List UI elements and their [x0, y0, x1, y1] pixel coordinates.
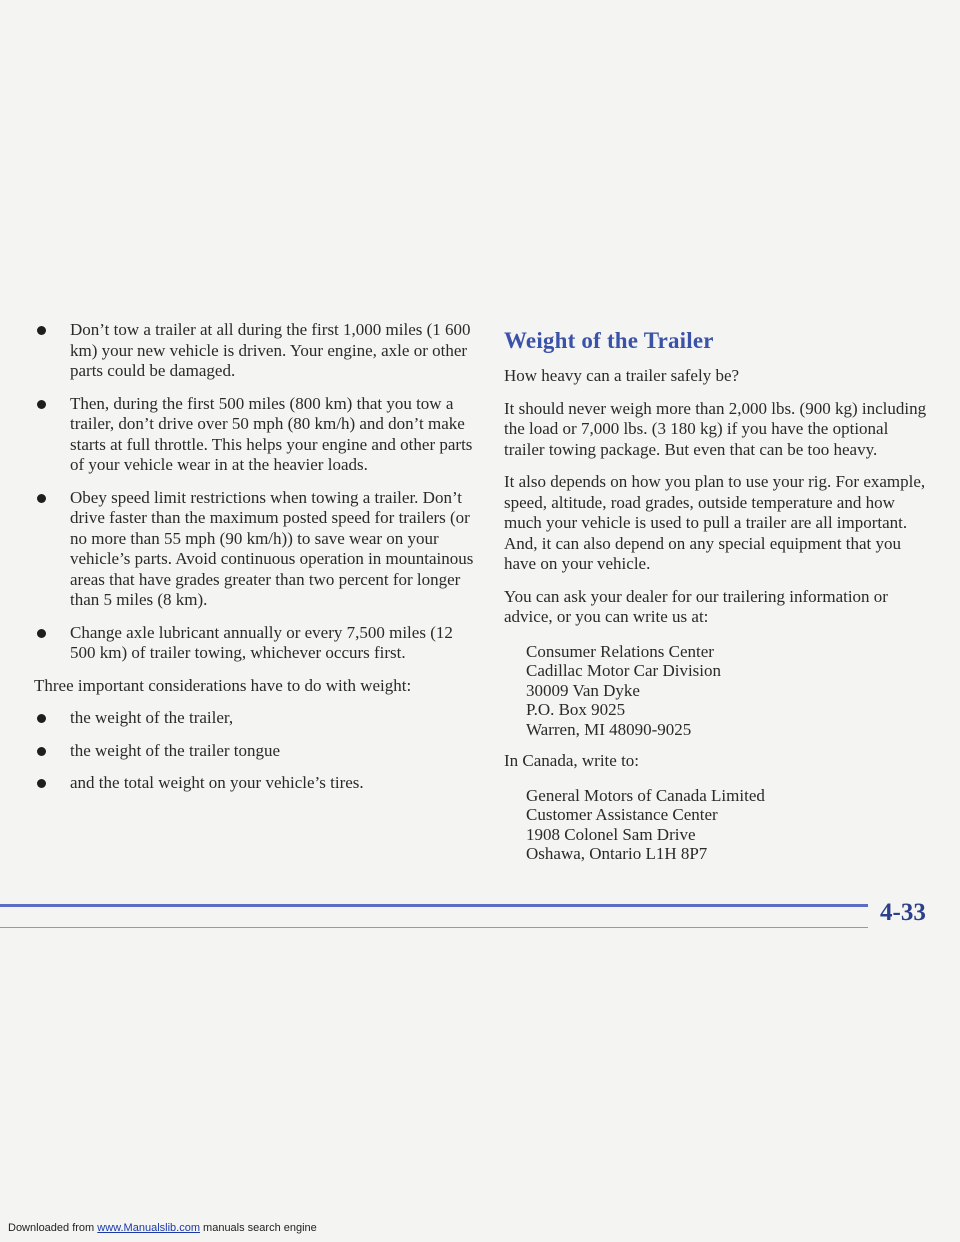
address-line: Customer Assistance Center [526, 805, 718, 824]
manualslib-link[interactable]: www.Manualslib.com [97, 1222, 200, 1234]
address-line: P.O. Box 9025 [526, 700, 626, 719]
address-line: Warren, MI 48090-9025 [526, 719, 692, 739]
bullet-item [34, 773, 482, 794]
bullet-text: Then, during the first 500 miles (800 km) that you tow a trailer, don’t drive over 50 mph (80 km/h) and don’t make starts at full throttle. This helps your engine and other parts of your vehicle wear in at the heavier loads. [70, 393, 473, 474]
bullet-icon [37, 747, 46, 756]
bullet-item [34, 741, 482, 762]
left-column [34, 320, 482, 806]
right-column [504, 328, 930, 876]
bullet-icon [37, 494, 46, 503]
paragraph: How heavy can a trailer safely be? [504, 366, 740, 385]
footer-prefix: Downloaded from [8, 1222, 98, 1234]
address-canada [504, 786, 930, 864]
section-heading: Weight of the Trailer [504, 328, 714, 353]
paragraph: You can ask your dealer for our trailering information or advice, or you can write us at: [504, 586, 888, 626]
footer-suffix: manuals search engine [199, 1222, 317, 1234]
download-footer [8, 1222, 317, 1234]
bullet-item [34, 394, 482, 476]
bullet-text: the weight of the trailer, [70, 708, 234, 727]
page-number: 4-33 [880, 899, 926, 926]
address-line: Oshawa, Ontario L1H 8P7 [526, 844, 708, 863]
address-us [504, 642, 930, 740]
bullet-text: and the total weight on your vehicle’s tires. [70, 773, 364, 792]
address-line: 30009 Van Dyke [526, 680, 640, 700]
bullet-text: Obey speed limit restrictions when towing a trailer. Don’t drive faster than the maximum posted speed for trailers (or no more than 55 mph (90 km/h)) to save wear on your vehicle’s parts. Avoid continuous operation in mountainous areas that have grades greater than two percent for longer than 5 miles (8 km). [70, 487, 474, 609]
bullet-text: Don’t tow a trailer at all during the first 1,000 miles (1 600 km) your new vehicle is driven. Your engine, axle or other parts could be damaged. [70, 320, 471, 380]
paragraph: In Canada, write to: [504, 751, 640, 770]
paragraph: It should never weigh more than 2,000 lbs. (900 kg) including the load or 7,000 lbs. (3 180 kg) if you have the optional trailer towing package. But even that can be too heavy. [504, 398, 927, 459]
bullet-item [34, 320, 482, 382]
address-line: General Motors of Canada Limited [526, 785, 765, 805]
bullet-icon [37, 326, 46, 335]
address-line: Cadillac Motor Car Division [526, 661, 722, 680]
paragraph: It also depends on how you plan to use your rig. For example, speed, altitude, road grades, outside temperature and how much your vehicle is used to pull a trailer are all important. And, it can also depend on any special equipment that you have on your vehicle. [504, 472, 926, 573]
bullet-icon [37, 629, 46, 638]
bullet-icon [37, 714, 46, 723]
footer-rule-thick [0, 904, 868, 907]
bullet-item [34, 488, 482, 611]
bullet-item [34, 623, 482, 664]
bullet-icon [37, 400, 46, 409]
bullet-text: Change axle lubricant annually or every 7,500 miles (12 500 km) of trailer towing, whichever occurs first. [70, 622, 453, 662]
weight-intro: Three important considerations have to do with weight: [34, 675, 412, 695]
address-line: 1908 Colonel Sam Drive [526, 824, 696, 844]
address-line: Consumer Relations Center [526, 641, 714, 661]
bullet-icon [37, 779, 46, 788]
footer-rule-thin [0, 927, 868, 928]
bullet-text: the weight of the trailer tongue [70, 740, 281, 760]
bullet-item [34, 708, 482, 729]
